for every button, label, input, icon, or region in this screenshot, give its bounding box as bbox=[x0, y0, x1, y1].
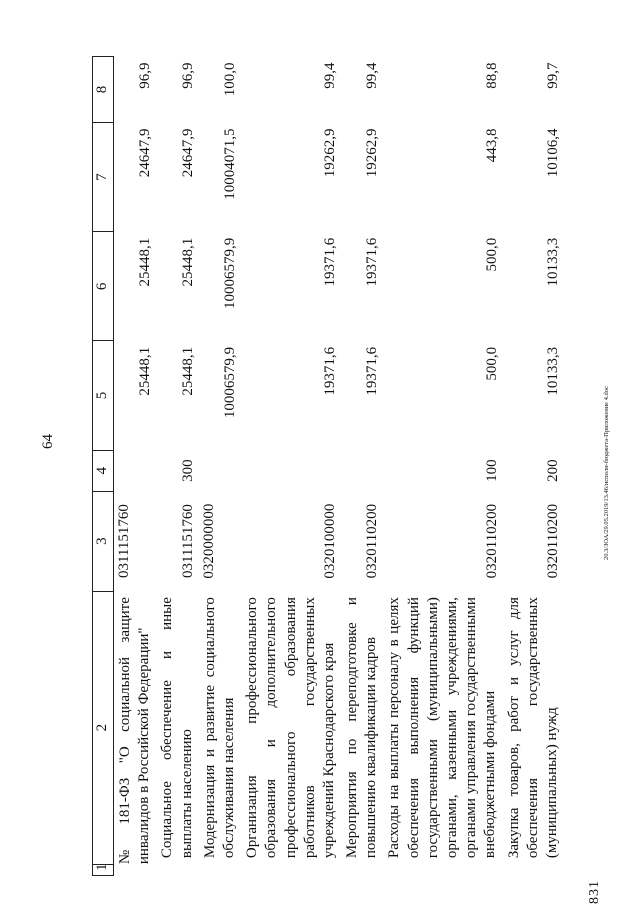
row-code: 0311151760 bbox=[116, 504, 132, 579]
row-value-6: 25448,1 bbox=[179, 237, 196, 287]
row-value-6: 10133,3 bbox=[545, 237, 562, 287]
row-value-6: 19371,6 bbox=[322, 237, 339, 287]
row-value-8: 96,9 bbox=[137, 62, 154, 89]
row-value-5: 19371,6 bbox=[322, 346, 339, 396]
row-code: 0320110200 bbox=[364, 503, 381, 579]
budget-table-container bbox=[92, 56, 562, 876]
row-value-7: 10106,4 bbox=[545, 128, 562, 178]
row-name: Организация профессионального образования и дополнительного профессионального образования работников государственных учреждений Краснодарского края bbox=[244, 597, 337, 859]
row-value-5: 10006579,9 bbox=[222, 346, 239, 419]
row-value-7: 443,8 bbox=[483, 128, 500, 163]
row-value-6: 500,0 bbox=[483, 237, 500, 272]
row-code: 0320000000 bbox=[200, 503, 217, 579]
row-value-7: 10004071,5 bbox=[222, 128, 239, 200]
row-name: Закупка товаров, работ и услуг для обеспечения государственных (муниципальных) нужд bbox=[505, 597, 560, 859]
row-value-5: 500,0 bbox=[483, 346, 500, 381]
row-name: Социальное обеспечение и иные выплаты населению bbox=[159, 597, 195, 859]
table-row bbox=[199, 57, 241, 876]
row-vr bbox=[341, 450, 383, 491]
row-name: Мероприятия по переподготовке и повышению квалификации кадров bbox=[344, 597, 380, 859]
row-value-8: 100,0 bbox=[222, 62, 239, 97]
row-code: 0311151760 bbox=[179, 504, 196, 579]
row-value-8: 96,9 bbox=[179, 62, 196, 89]
column-number: 3 bbox=[93, 491, 114, 591]
column-number: 2 bbox=[93, 591, 114, 864]
table-row bbox=[341, 57, 383, 876]
column-number: 1 bbox=[93, 864, 114, 875]
row-code: 0320110200 bbox=[545, 503, 562, 579]
row-value-5: 25448,1 bbox=[179, 346, 196, 396]
table-row bbox=[241, 57, 341, 876]
row-value-5: 19371,6 bbox=[364, 346, 381, 396]
row-value-8: 99,4 bbox=[322, 62, 339, 89]
row-value-7: 19262,9 bbox=[364, 128, 381, 178]
table-row bbox=[156, 57, 198, 876]
row-vr bbox=[199, 450, 241, 491]
row-code: 0320100000 bbox=[322, 503, 339, 579]
row-value-8: 99,7 bbox=[545, 62, 562, 89]
row-value-6: 19371,6 bbox=[364, 237, 381, 287]
row-vr bbox=[241, 450, 341, 491]
row-value-5: 25448,1 bbox=[137, 346, 154, 396]
row-vr: 300 bbox=[179, 459, 196, 482]
table-row bbox=[503, 57, 565, 876]
row-vr: 100 bbox=[483, 459, 500, 482]
table-row bbox=[383, 57, 502, 876]
row-vr bbox=[114, 450, 157, 491]
row-code: 0320110200 bbox=[483, 503, 500, 579]
column-number-row bbox=[93, 57, 114, 876]
row-value-5: 10133,3 bbox=[545, 346, 562, 396]
row-name: Модернизация и развитие социального обслуживания населения bbox=[201, 597, 237, 859]
row-value-6: 25448,1 bbox=[137, 237, 154, 287]
budget-table bbox=[92, 56, 564, 876]
column-number: 7 bbox=[93, 123, 114, 232]
row-value-7: 24647,9 bbox=[137, 128, 154, 178]
row-name: № 181-ФЗ "О социальной защите инвалидов в Российской Федерации" bbox=[117, 597, 153, 865]
table-row bbox=[114, 57, 157, 876]
footer-file-path: 20.3/ЗОА/29.05.2019/13.46/испoлн-бюджета-Приложение 4.doc bbox=[603, 386, 610, 560]
row-value-8: 99,4 bbox=[364, 62, 381, 89]
row-value-7: 24647,9 bbox=[179, 128, 196, 178]
column-number: 8 bbox=[93, 57, 114, 123]
corner-page-number: 831 bbox=[587, 880, 602, 904]
column-number: 6 bbox=[93, 232, 114, 341]
row-name: Расходы на выплаты персоналу в целях обеспечения выполнения функций государственными (муниципальными) органами, казенными учреждениями, органами управления государственными внебюджетными фондами bbox=[386, 597, 499, 859]
row-vr: 200 bbox=[545, 459, 562, 482]
row-value-8: 88,8 bbox=[483, 62, 500, 89]
column-number: 4 bbox=[93, 450, 114, 491]
row-value-7: 19262,9 bbox=[322, 128, 339, 178]
column-number: 5 bbox=[93, 341, 114, 450]
row-value-6: 10006579,9 bbox=[222, 237, 239, 309]
page-number: 64 bbox=[40, 434, 56, 449]
